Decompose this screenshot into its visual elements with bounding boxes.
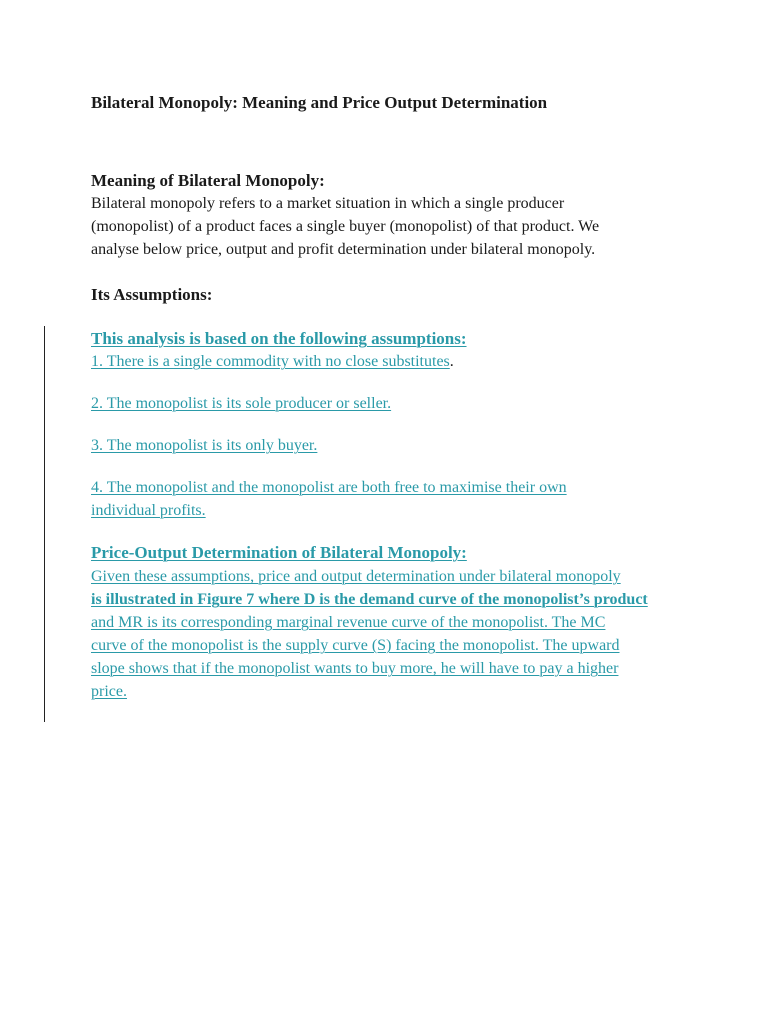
price-output-link-6[interactable]: price. — [91, 683, 127, 700]
assumption-item-3-link[interactable]: 3. The monopolist is its only buyer. — [91, 437, 318, 454]
price-output-link-2[interactable]: is illustrated in Figure 7 where D is the demand curve of the monopolist’s product — [91, 591, 648, 608]
meaning-line-3: analyse below price, output and profit determination under bilateral monopoly. — [91, 241, 596, 258]
price-output-line-4 — [91, 635, 620, 657]
price-output-link-5[interactable]: slope shows that if the monopolist wants to buy more, he will have to pay a higher — [91, 660, 619, 677]
assumption-item-4-link-1[interactable]: 4. The monopolist and the monopolist are both free to maximise their own — [91, 479, 567, 496]
margin-change-bar — [44, 326, 45, 722]
price-output-line-5 — [91, 658, 618, 680]
price-output-line-1 — [91, 566, 621, 588]
price-output-line-2 — [91, 589, 648, 611]
price-output-link-4[interactable]: curve of the monopolist is the supply curve (S) facing the monopolist. The upward — [91, 637, 620, 654]
meaning-heading: Meaning of Bilateral Monopoly: — [91, 171, 325, 190]
assumption-item-4-link-2[interactable]: individual profits. — [91, 502, 206, 519]
assumption-item-2-link[interactable]: 2. The monopolist is its sole producer or seller. — [91, 395, 392, 412]
price-output-heading-link[interactable]: Price-Output Determination of Bilateral Monopoly: — [91, 543, 467, 562]
price-output-link-3[interactable]: and MR is its corresponding marginal revenue curve of the monopolist. The MC — [91, 614, 606, 631]
meaning-line-2: (monopolist) of a product faces a single buyer (monopolist) of that product. We — [91, 218, 600, 235]
assumption-item-1 — [91, 351, 454, 373]
assumptions-heading: Its Assumptions: — [91, 285, 213, 304]
assumption-item-2 — [91, 393, 391, 415]
price-output-line-3 — [91, 612, 605, 634]
price-output-heading[interactable] — [91, 542, 467, 564]
meaning-line-1: Bilateral monopoly refers to a market situation in which a single producer — [91, 195, 565, 212]
assumption-item-3 — [91, 435, 317, 457]
assumption-item-4-line-2 — [91, 500, 206, 522]
assumption-item-4-line-1 — [91, 477, 567, 499]
assumptions-intro-link[interactable]: This analysis is based on the following assumptions: — [91, 329, 467, 348]
price-output-link-1[interactable]: Given these assumptions, price and output determination under bilateral monopoly — [91, 568, 621, 585]
price-output-line-6 — [91, 681, 127, 703]
assumptions-intro[interactable] — [91, 328, 467, 350]
assumption-item-1-period: . — [449, 353, 454, 370]
assumption-item-1-link[interactable]: 1. There is a single commodity with no close substitutes — [91, 353, 450, 370]
page-title: Bilateral Monopoly: Meaning and Price Output Determination — [91, 93, 548, 112]
